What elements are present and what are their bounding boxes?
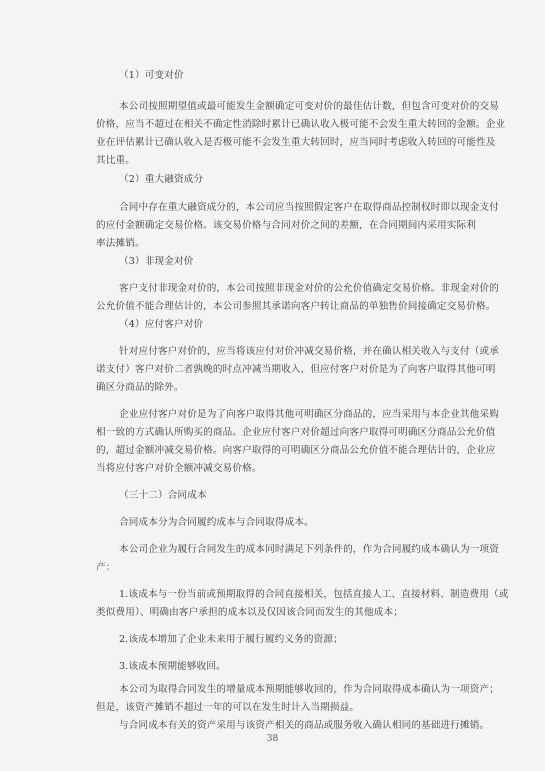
paragraph-line: 的，超过金额冲减交易价格。向客户取得的可明确区分商品公允价值不能合理估计的，企业应	[96, 445, 496, 456]
heading-consideration-payable: （4）应付客户对价	[119, 319, 204, 330]
paragraph-line: 但是，该资产摊销不超过一年的可以在发生时计入当期损益。	[96, 702, 360, 713]
list-item: 3.该成本预期能够收回。	[119, 661, 226, 672]
paragraph-line: 本公司按照期望值或最可能发生金额确定可变对价的最佳估计数，但包含可变对价的交易	[119, 101, 500, 112]
heading-variable-consideration: （1）可变对价	[119, 70, 184, 81]
page-number: 38	[266, 734, 279, 744]
list-item: 2.该成本增加了企业未来用于履行履约义务的资源；	[119, 634, 343, 645]
paragraph-line: 确区分商品的除外。	[96, 382, 184, 393]
paragraph-line: 公允价值不能合理估计的，本公司参照其承诺向客户转让商品的单独售价间接确定交易价格。	[96, 301, 496, 312]
heading-significant-financing: （2）重大融资成分	[119, 174, 204, 185]
paragraph-line: 诺支付）客户对价二者孰晚的时点冲减当期收入，但应付客户对价是为了向客户取得其他可明	[96, 364, 496, 375]
paragraph-line: 当将应付客户对价全额冲减交易价格。	[96, 463, 262, 474]
paragraph-line: 合同成本分为合同履约成本与合同取得成本。	[119, 517, 314, 528]
paragraph-line: 客户支付非现金对价的，本公司按照非现金对价的公允价值确定交易价格。非现金对价的	[119, 283, 500, 294]
paragraph-line: 产：	[96, 562, 116, 573]
list-item: 1.该成本与一份当前或预期取得的合同直接相关，包括直接人工、直接材料、制造费用（或	[119, 589, 509, 600]
paragraph-line: 本公司企业为履行合同发生的成本同时满足下列条件的，作为合同履约成本确认为一项资	[119, 544, 500, 555]
paragraph-line: 企业应付客户对价是为了向客户取得其他可明确区分商品的，应当采用与本企业其他采购	[119, 409, 500, 420]
paragraph-line: 本公司为取得合同发生的增量成本预期能够收回的，作为合同取得成本确认为一项资产；	[119, 684, 500, 695]
paragraph-line: 与合同成本有关的资产采用与该资产相关的商品或服务收入确认相同的基础进行摊销。	[119, 720, 490, 731]
heading-noncash-consideration: （3）非现金对价	[119, 256, 194, 267]
paragraph-line: 针对应付客户对价的，应当将该应付对价冲减交易价格，并在确认相关收入与支付（或承	[119, 346, 500, 357]
paragraph-line: 率法摊销。	[96, 238, 145, 249]
paragraph-line: 相一致的方式确认所购买的商品。企业应付客户对价超过向客户取得可明确区分商品公允价值	[96, 427, 496, 438]
paragraph-line: 的应付金额确定交易价格。该交易价格与合同对价之间的差额，在合同期间内采用实际利	[96, 220, 477, 231]
heading-contract-costs: （三十二）合同成本	[119, 490, 207, 501]
paragraph-line: 价格，应当不超过在相关不确定性消除时累计已确认收入极可能不会发生重大转回的金额。企业	[96, 119, 506, 130]
paragraph-line: 业在评估累计已确认收入是否极可能不会发生重大转回时，应当同时考虑收入转回的可能性及	[96, 137, 496, 148]
paragraph-line: 其比重。	[96, 155, 135, 166]
list-item-continued: 类似费用）、明确由客户承担的成本以及仅因该合同而发生的其他成本；	[96, 607, 403, 618]
paragraph-line: 合同中存在重大融资成分的，本公司应当按照假定客户在取得商品控制权时即以现金支付	[119, 202, 500, 213]
